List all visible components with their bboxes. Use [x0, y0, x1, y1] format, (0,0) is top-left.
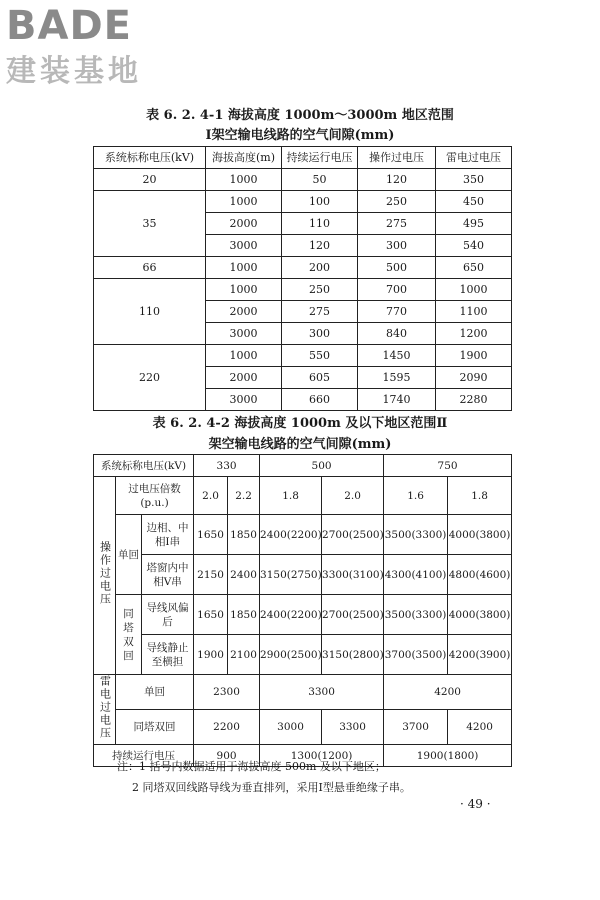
t2-r4-label: 导线静止至横担: [142, 635, 194, 675]
t2-double-label: 同塔双回: [116, 595, 142, 675]
logo: [6, 4, 176, 99]
t1-cell: 300: [282, 323, 358, 345]
note-1: 注：1 括号内数据适用于海拔高度 500m 及以下地区；: [117, 760, 386, 773]
t1-cell: 770: [358, 301, 436, 323]
table2: [93, 454, 512, 767]
t2-factor: 1.8: [260, 477, 322, 515]
t1-voltage: 220: [94, 345, 206, 411]
t1-cell: 110: [282, 213, 358, 235]
t2-cell: 3300: [322, 710, 384, 745]
t1-cell: 3000: [206, 323, 282, 345]
t2-cell: 2700(2500): [322, 515, 384, 555]
t2-v500: 500: [260, 455, 384, 477]
t2-cell: 4200: [448, 710, 512, 745]
t1-cell: 2000: [206, 301, 282, 323]
t2-cell: 4000(3800): [448, 595, 512, 635]
t2-cell: 3700: [384, 710, 448, 745]
t1-cell: 1740: [358, 389, 436, 411]
t1-cell: 1450: [358, 345, 436, 367]
t2-cell: 2900(2500): [260, 635, 322, 675]
t1-cell: 1000: [436, 279, 512, 301]
t1-cell: 275: [358, 213, 436, 235]
t1-cell: 250: [358, 191, 436, 213]
t2-cell: 1900: [194, 635, 228, 675]
t2-cell: 2400(2200): [260, 595, 322, 635]
table1-title: 表 6. 2. 4-1 海拔高度 1000m～3000m 地区范围: [146, 108, 454, 123]
logo-main: BADE: [6, 3, 132, 49]
t2-cell: 2300: [194, 675, 260, 710]
t2-lightning-label: 雷电过电压: [94, 675, 116, 745]
t1-header: 雷电过电压: [436, 147, 512, 169]
t1-header: 操作过电压: [358, 147, 436, 169]
t2-op-label: 操作过电压: [94, 477, 116, 675]
t1-voltage: 66: [94, 257, 206, 279]
t2-cell: 1900(1800): [384, 745, 512, 767]
t2-cell: 1650: [194, 515, 228, 555]
page-number: · 49 ·: [460, 797, 491, 811]
t1-header: 持续运行电压: [282, 147, 358, 169]
t1-cell: 2090: [436, 367, 512, 389]
t1-voltage: 20: [94, 169, 206, 191]
t2-cell: 4200(3900): [448, 635, 512, 675]
t2-cell: 3700(3500): [384, 635, 448, 675]
t2-cell: 2100: [228, 635, 260, 675]
t2-cell: 3300(3100): [322, 555, 384, 595]
t2-cell: 3500(3300): [384, 595, 448, 635]
t1-cell: 1900: [436, 345, 512, 367]
t1-cell: 200: [282, 257, 358, 279]
t1-cell: 1000: [206, 345, 282, 367]
t1-cell: 1000: [206, 279, 282, 301]
t1-voltage: 110: [94, 279, 206, 345]
t1-cell: 1000: [206, 257, 282, 279]
t1-cell: 2000: [206, 213, 282, 235]
t2-cell: 1850: [228, 515, 260, 555]
t1-cell: 50: [282, 169, 358, 191]
t1-cell: 2000: [206, 367, 282, 389]
t1-cell: 2280: [436, 389, 512, 411]
t2-cell: 4200: [384, 675, 512, 710]
t1-cell: 300: [358, 235, 436, 257]
t1-cell: 550: [282, 345, 358, 367]
t1-cell: 660: [282, 389, 358, 411]
t1-voltage: 35: [94, 191, 206, 257]
t2-factor: 1.6: [384, 477, 448, 515]
t1-cell: 275: [282, 301, 358, 323]
t2-cell: 1650: [194, 595, 228, 635]
t2-cell: 3000: [260, 710, 322, 745]
t1-header: 系统标称电压(kV): [94, 147, 206, 169]
t2-cell: 4800(4600): [448, 555, 512, 595]
t2-l-single-label: 单回: [116, 675, 194, 710]
t1-header: 海拔高度(m): [206, 147, 282, 169]
t1-cell: 840: [358, 323, 436, 345]
t2-cell: 4000(3800): [448, 515, 512, 555]
t1-cell: 1200: [436, 323, 512, 345]
t2-cell: 2400: [228, 555, 260, 595]
t1-cell: 495: [436, 213, 512, 235]
t2-v750: 750: [384, 455, 512, 477]
t1-cell: 650: [436, 257, 512, 279]
t2-cell: 2400(2200): [260, 515, 322, 555]
note-2: 2 同塔双回线路导线为垂直排列，采用Ⅰ型悬垂绝缘子串。: [132, 781, 411, 794]
t1-cell: 1000: [206, 191, 282, 213]
t2-factor-label: 过电压倍数(p.u.): [116, 477, 194, 515]
t2-single-label: 单回: [116, 515, 142, 595]
t2-cell: 1300(1200): [260, 745, 384, 767]
t2-cell: 900: [194, 745, 260, 767]
table1: [93, 146, 512, 411]
t2-r1-label: 边相、中相Ⅰ串: [142, 515, 194, 555]
t1-cell: 3000: [206, 389, 282, 411]
t2-cell: 4300(4100): [384, 555, 448, 595]
t1-cell: 500: [358, 257, 436, 279]
t2-cell: 3150(2800): [322, 635, 384, 675]
t1-cell: 3000: [206, 235, 282, 257]
table1-subtitle: Ⅰ架空输电线路的空气间隙(mm): [205, 128, 395, 143]
table2-title: 表 6. 2. 4-2 海拔高度 1000m 及以下地区范围Ⅱ: [152, 416, 448, 431]
t1-cell: 700: [358, 279, 436, 301]
t2-l-double-label: 同塔双回: [116, 710, 194, 745]
t1-cell: 605: [282, 367, 358, 389]
t2-factor: 1.8: [448, 477, 512, 515]
t2-cont-label: 持续运行电压: [94, 745, 194, 767]
t2-cell: 3300: [260, 675, 384, 710]
t2-cell: 1850: [228, 595, 260, 635]
t1-cell: 120: [282, 235, 358, 257]
t1-cell: 1100: [436, 301, 512, 323]
t2-cell: 2200: [194, 710, 260, 745]
t2-v330: 330: [194, 455, 260, 477]
table2-subtitle: 架空输电线路的空气间隙(mm): [208, 437, 392, 452]
t1-cell: 450: [436, 191, 512, 213]
t1-cell: 350: [436, 169, 512, 191]
t1-cell: 120: [358, 169, 436, 191]
t2-cell: 3500(3300): [384, 515, 448, 555]
t1-cell: 100: [282, 191, 358, 213]
t2-factor: 2.0: [322, 477, 384, 515]
t1-cell: 1000: [206, 169, 282, 191]
logo-sub: 建装基地: [6, 54, 142, 89]
t2-cell: 2700(2500): [322, 595, 384, 635]
t2-sys-label: 系统标称电压(kV): [94, 455, 194, 477]
t2-r2-label: 塔窗内中相Ⅴ串: [142, 555, 194, 595]
t1-cell: 1595: [358, 367, 436, 389]
t2-r3-label: 导线风偏后: [142, 595, 194, 635]
t2-factor: 2.2: [228, 477, 260, 515]
t2-cell: 3150(2750): [260, 555, 322, 595]
t1-cell: 540: [436, 235, 512, 257]
t1-cell: 250: [282, 279, 358, 301]
t2-factor: 2.0: [194, 477, 228, 515]
t2-cell: 2150: [194, 555, 228, 595]
